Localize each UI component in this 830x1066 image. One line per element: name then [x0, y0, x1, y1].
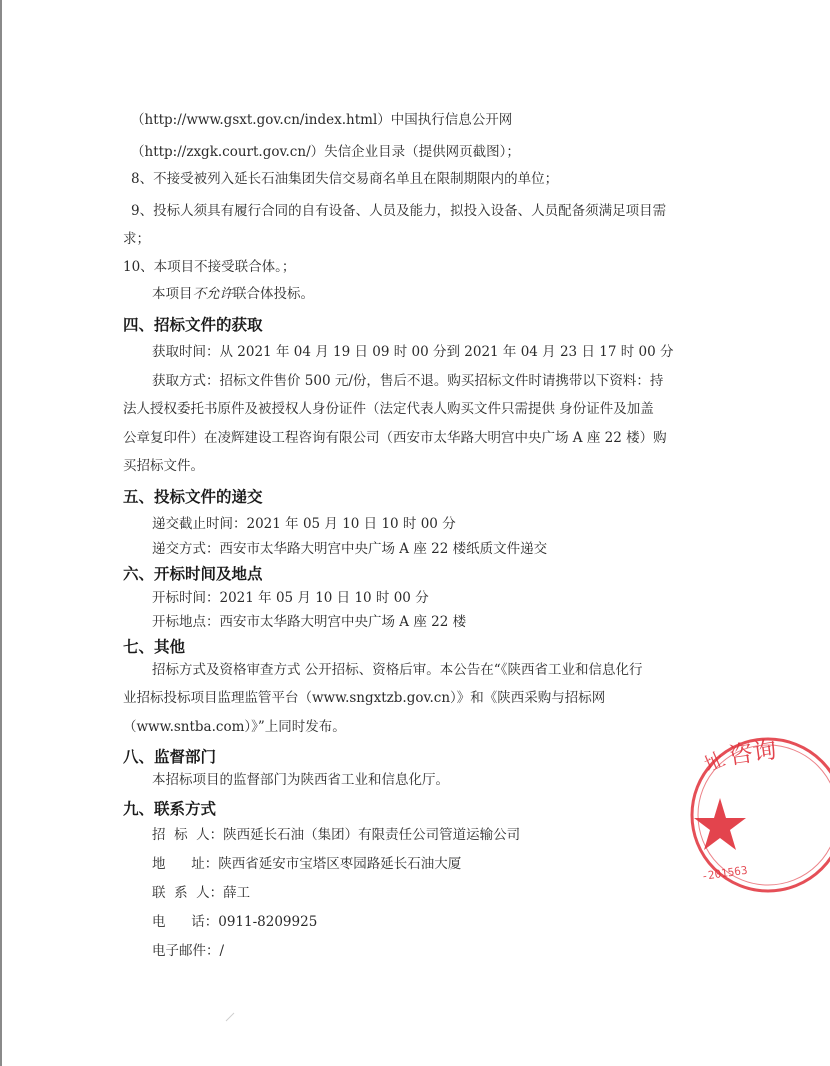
section5-deadline: 递交截止时间：2021 年 05 月 10 日 10 时 00 分: [152, 516, 456, 532]
line-zxgk-url: （http://zxgk.court.gov.cn/）失信企业目录（提供网页截图）；: [131, 144, 520, 160]
company-seal-stamp: [690, 730, 830, 900]
line-gsxt-url: （http://www.gsxt.gov.cn/index.html）中国执行信息公开网: [131, 112, 513, 128]
section6-heading: 六、开标时间及地点: [123, 565, 263, 583]
line-item-9: 9、投标人须具有履行合同的自有设备、人员及能力，拟投入设备、人员配备须满足项目需: [131, 203, 667, 219]
section7-line-1: 招标方式及资格审查方式 公开招标、资格后审。本公告在“《陕西省工业和信息化行: [152, 662, 643, 678]
page-edge: [0, 0, 2, 1066]
section4-heading: 四、招标文件的获取: [123, 316, 263, 334]
consortium-prefix: 本项目: [152, 286, 193, 302]
section4-method-line-3: 公章复印件）在凌辉建设工程咨询有限公司（西安市太华路大明宫中央广场 A 座 22 楼）购: [123, 430, 667, 446]
contact-phone: 电 话：0911-8209925: [152, 914, 318, 930]
line-consortium: [152, 285, 314, 303]
section9-heading: 九、联系方式: [123, 800, 217, 818]
section7-line-3: （www.sntba.com）》”上同时发布。: [123, 719, 346, 735]
section4-method-line-2: 法人授权委托书原件及被授权人身份证件（法定代表人购买文件只需提供 身份证件及加盖: [123, 401, 654, 417]
section4-method-line-4: 买招标文件。: [123, 458, 204, 474]
line-item-10: 10、本项目不接受联合体。；: [123, 259, 296, 275]
section5-heading: 五、投标文件的递交: [123, 488, 263, 506]
contact-email: 电子邮件：/: [152, 943, 225, 959]
scan-mark: [225, 1010, 237, 1022]
contact-tenderer: 招 标 人：陕西延长石油（集团）有限责任公司管道运输公司: [152, 827, 521, 843]
section4-method-line-1: 获取方式：招标文件售价 500 元/份，售后不退。购买招标文件时请携带以下资料：持: [152, 373, 664, 389]
section8-text: 本招标项目的监督部门为陕西省工业和信息化厅。: [152, 772, 449, 788]
section8-heading: 八、监督部门: [123, 748, 217, 766]
line-item-9-cont: 求；: [123, 231, 150, 247]
svg-text:-201563: -201563: [700, 863, 749, 883]
section6-place: 开标地点：西安市太华路大明宫中央广场 A 座 22 楼: [152, 614, 467, 630]
svg-text:址: 址: [700, 746, 729, 777]
contact-address: 地 址：陕西省延安市宝塔区枣园路延长石油大厦: [152, 856, 462, 872]
section7-heading: 七、其他: [123, 638, 186, 656]
section7-line-2: 业招标投标项目监理监管平台（www.sngxtzb.gov.cn）》和《陕西采购与招标网: [123, 690, 606, 706]
section4-time: 获取时间：从 2021 年 04 月 19 日 09 时 00 分到 2021 年 04 月 23 日 17 时 00 分: [152, 344, 674, 360]
consortium-suffix: 联合体投标。: [233, 286, 314, 302]
section5-method: 递交方式：西安市太华路大明宫中央广场 A 座 22 楼纸质文件递交: [152, 541, 548, 557]
line-item-8: 8、不接受被列入延长石油集团失信交易商名单且在限制期限内的单位；: [131, 171, 559, 187]
svg-text:咨询: 咨询: [726, 735, 779, 770]
consortium-emphasis: 不允许: [192, 286, 233, 302]
section6-time: 开标时间：2021 年 05 月 10 日 10 时 00 分: [152, 590, 429, 606]
contact-person: 联 系 人：薛工: [152, 885, 251, 901]
